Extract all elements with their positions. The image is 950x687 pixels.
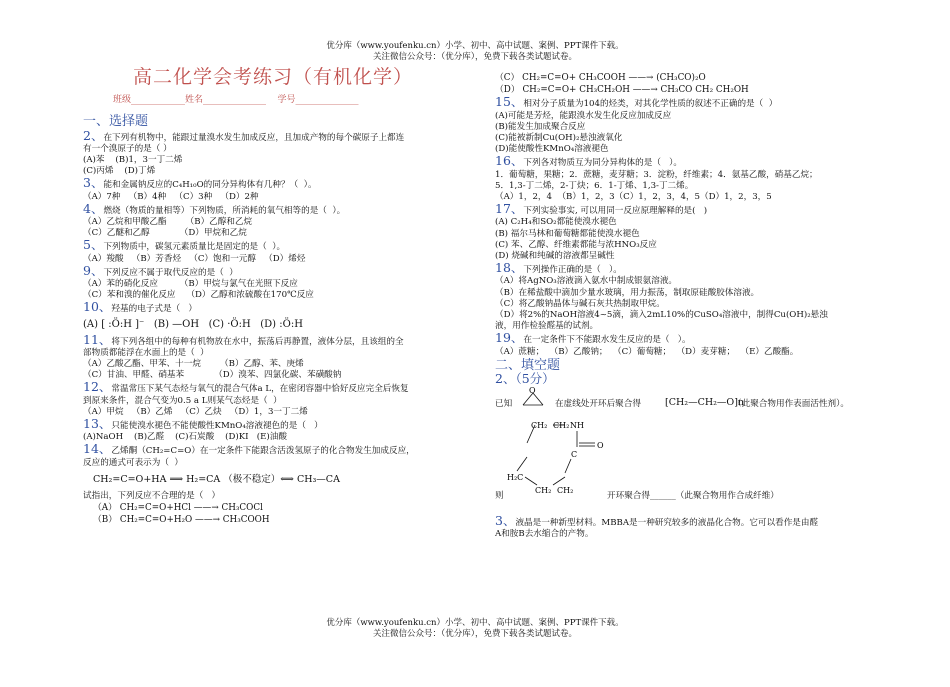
question-text: 能和金属钠反应的C₄H₁₀O的同分异构体有几种？（ ）。 bbox=[103, 180, 317, 191]
option-c-reaction: （C） CH₂=C=O+ CH₃COOH ——→ (CH₃CO)₂O bbox=[495, 73, 706, 83]
option-b: （B）在稀盐酸中滴加少量水玻璃，用力振荡，制取原硅酸胶体溶液。 bbox=[495, 287, 760, 298]
question-number: 15、 bbox=[495, 94, 524, 110]
question-number: 19、 bbox=[495, 330, 524, 346]
option-d: (D) 烧碱和纯碱的溶液都呈碱性 bbox=[495, 251, 615, 262]
question-text-cont: 反应的通式可表示为（ ） bbox=[83, 457, 183, 468]
question-number: 5、 bbox=[83, 237, 104, 253]
fiber-polymer-text: 开环聚合得______（此聚合物用作合成纤维） bbox=[607, 491, 779, 502]
question-text: 羟基的电子式是（ ） bbox=[111, 304, 197, 315]
question-number: 16、 bbox=[495, 153, 524, 169]
question-text-cont: 部物质都能浮在水面上的是（ ） bbox=[83, 347, 209, 358]
question-text: 下列反应不属于取代反应的是（ ） bbox=[103, 267, 238, 278]
options-line: （C）甘油、甲醛、硝基苯 （D）溴苯、四氯化碳、苯磺酸钠 bbox=[83, 370, 342, 381]
options-line: （C）苯和溴的催化反应 （D）乙醇和浓硫酸在170℃反应 bbox=[83, 290, 314, 301]
options-line: (A)苯 (B)1，3一丁二烯 bbox=[83, 155, 183, 166]
question-14 bbox=[83, 443, 463, 526]
options-line: （A）苯的硝化反应 （B）甲烷与氯气在光照下反应 bbox=[83, 279, 298, 290]
student-info-line: 班级____________姓名______________ 学号______________ bbox=[113, 95, 359, 106]
header-line-2: 关注微信公众号：（优分库），免费下载各类试题试卷。 bbox=[372, 52, 577, 62]
question-text: 将下列各组中的每种有机物放在水中，振荡后再静置，液体分层，且该组的全 bbox=[111, 336, 404, 347]
options-line: （A）甲烷 （B）乙烯 （C）乙炔 （D）1，3一丁二烯 bbox=[83, 406, 308, 417]
option-b-reaction: （B） CH₂=C=O+H₂O ——→ CH₃COOH bbox=[93, 515, 270, 526]
question-4 bbox=[83, 200, 463, 240]
options-line: （A）7种 （B）4种 （C）3种 （D）2种 bbox=[83, 191, 259, 202]
options-line: （A）乙烷和甲酸乙酯 （B）乙醇和乙烷 bbox=[83, 217, 253, 228]
question-17 bbox=[495, 203, 875, 262]
question-text: 下列物质中，碳氢元素质量比是固定的是（ ）。 bbox=[103, 242, 286, 253]
question-text-cont: 试指出，下列反应不合理的是（ ） bbox=[83, 490, 221, 501]
option-d: (D)能使酸性KMnO₄溶液褪色 bbox=[495, 144, 609, 155]
question-18 bbox=[495, 262, 875, 332]
atom-nh: NH bbox=[570, 421, 584, 431]
footer-line-2: 关注微信公众号：（优分库），免费下载各类试题试卷。 bbox=[372, 629, 577, 639]
left-column bbox=[83, 66, 463, 527]
question-number: 4、 bbox=[83, 200, 104, 216]
option-a-reaction: （A） CH₂=C=O+HCl ——→ CH₃COCl bbox=[93, 503, 263, 514]
atom-h2c: H₂C bbox=[507, 473, 524, 483]
atom-ch2: CH₂ bbox=[535, 486, 552, 496]
then-label: 则 bbox=[495, 491, 504, 502]
question-text: 下列操作正确的是（ ）。 bbox=[523, 265, 622, 276]
atom-ch2: CH₂ bbox=[553, 421, 570, 431]
question-number: 14、 bbox=[83, 441, 112, 457]
question-text: 液晶是一种新型材料。MBBA是一种研究较多的液晶化合物。它可以看作是由醛 bbox=[515, 518, 819, 529]
question-number: 10、 bbox=[83, 299, 112, 315]
footer-line-1: 优分库（www.youfenku.cn）小学、初中、高中试题、案例、PPT课件下载。 bbox=[326, 618, 624, 628]
fill-question-2 bbox=[495, 373, 875, 507]
question-12 bbox=[83, 381, 463, 418]
question-points: （5分） bbox=[515, 371, 555, 387]
question-text-cont: 到原来条件，混合气变为0.5 a L则某气态烃是（ ） bbox=[83, 395, 282, 406]
page-header bbox=[0, 41, 950, 63]
bond bbox=[565, 459, 571, 473]
options-line: （C）乙醚和乙醇 （D）甲烷和乙烷 bbox=[83, 228, 247, 239]
option-b: (B)能发生加成聚合反应 bbox=[495, 121, 586, 132]
options-line: （A）羧酸 （B）芳香烃 （C）饱和一元醇 （D）烯烃 bbox=[83, 253, 306, 264]
option-c: (C) 苯、乙醇、纤维素都能与浓HNO₃反应 bbox=[495, 239, 657, 250]
question-number: 2、 bbox=[495, 371, 516, 387]
option-d: （D）将2%的NaOH溶液4~5滴，滴入2mL10%的CuSO₄溶液中，制得Cu(OH)₂悬浊 bbox=[495, 310, 828, 321]
atom-ch2: CH₂ bbox=[557, 486, 574, 496]
option-d-reaction: （D） CH₂=C=O+ CH₃CH₂OH ——→ CH₃CO CH₂ CH₂OH bbox=[495, 85, 749, 96]
bond bbox=[553, 477, 565, 485]
option-a: (A) C₂H₄和SO₂都能使溴水褪色 bbox=[495, 217, 617, 228]
section-choice-heading: 一、选择题 bbox=[83, 114, 149, 130]
bond bbox=[525, 477, 537, 485]
question-number: 3、 bbox=[495, 513, 516, 529]
options-line: （A）1，2，4 （B）1，2，3（C）1，2，3，4，5（D）1，2，3，5 bbox=[495, 192, 772, 203]
fill-question-3 bbox=[495, 515, 875, 540]
options-line: (A)NaOH (B)乙醛 (C)石炭酸 (D)KI (E)油酸 bbox=[83, 432, 287, 443]
general-equation: CH₂=C=O+HA ⟹ H₂=CA （极不稳定）⟺ CH₃—CA bbox=[93, 473, 340, 485]
options-line: （A）乙酸乙酯、甲苯、十一烷 （B）乙醇、苯、庚烯 bbox=[83, 359, 304, 370]
question-items-line: 1．葡萄糖，果糖；2．蔗糖，麦芽糖；3．淀粉，纤维素；4．氨基乙酸，硝基乙烷； bbox=[495, 169, 818, 180]
question-16 bbox=[495, 155, 875, 203]
option-d-cont: 液，用作检验醛基的试剂。 bbox=[495, 321, 599, 332]
question-text: 下列各对物质互为同分异构体的是（ ）。 bbox=[523, 158, 682, 169]
bond bbox=[517, 457, 527, 471]
question-number: 12、 bbox=[83, 379, 112, 395]
option-b: (B) 福尔马林和葡萄糖都能使溴水褪色 bbox=[495, 228, 640, 239]
question-text-cont: 有一个溴原子的是（ ） bbox=[83, 143, 172, 154]
options-line: （A）蔗糖； （B）乙酸钠； （C）葡萄糖； （D）麦芽糖； （E）乙酸酯。 bbox=[495, 346, 799, 357]
question-2 bbox=[83, 127, 463, 178]
page-title: 高二化学会考练习（有机化学） bbox=[132, 66, 413, 88]
question-number: 11、 bbox=[83, 331, 112, 347]
question-14-continued bbox=[495, 73, 875, 96]
options-line: (C)丙烯 (D)丁烯 bbox=[83, 166, 156, 177]
ring-open-text: 在虚线处开环后聚合得 bbox=[555, 399, 641, 410]
question-text: 在下列有机物中，能跟过量溴水发生加成反应，且加成产物的每个碳原子上都连 bbox=[103, 132, 405, 143]
question-number: 13、 bbox=[83, 416, 112, 432]
page-footer bbox=[0, 618, 950, 640]
question-number: 3、 bbox=[83, 175, 104, 191]
question-13 bbox=[83, 418, 463, 443]
question-10 bbox=[83, 301, 463, 331]
header-line-1: 优分库（www.youfenku.cn）小学、初中、高中试题、案例、PPT课件下载。 bbox=[326, 41, 624, 51]
question-19 bbox=[495, 332, 875, 357]
question-5 bbox=[83, 239, 463, 264]
question-items-line: 5．1,3-丁二烯，2-丁炔；6．1-丁烯、1,3-丁二烯。 bbox=[495, 180, 694, 191]
question-number: 9、 bbox=[83, 262, 104, 278]
option-c: (C)能被新制Cu(OH)₂悬浊液氧化 bbox=[495, 133, 623, 144]
option-c: （C）将乙酸钠晶体与碱石灰共热制取甲烷。 bbox=[495, 298, 665, 309]
structure-diagrams bbox=[495, 387, 875, 507]
question-text: 乙烯酮（CH₂=C=O）在一定条件下能跟含活泼氢原子的化合物发生加成反应， bbox=[111, 446, 415, 457]
given-label: 已知 bbox=[495, 399, 513, 410]
option-a: (A)可能是芳烃，能跟溴水发生化反应加成反应 bbox=[495, 110, 672, 121]
question-9 bbox=[83, 262, 463, 302]
question-number: 18、 bbox=[495, 260, 524, 276]
question-number: 2、 bbox=[83, 127, 104, 143]
question-text: 常温常压下某气态烃与氧气的混合气体a L，在密闭容器中恰好反应完全后恢复 bbox=[111, 384, 409, 395]
question-11 bbox=[83, 331, 463, 382]
question-text: 在一定条件下不能跟水发生反应的是（ ）。 bbox=[523, 335, 691, 346]
question-text: 下列实验事实, 可以用同一反应原理解释的是( ) bbox=[523, 206, 708, 217]
question-text: 相对分子质量为104的烃类，对其化学性质的叙述不正确的是（ ） bbox=[523, 99, 778, 110]
surfactant-note: （此聚合物用作表面活性剂）。 bbox=[733, 399, 850, 410]
question-number: 17、 bbox=[495, 201, 524, 217]
question-text: 燃烧（物质的量相等）下列物质，所消耗的氧气相等的是（ ）。 bbox=[103, 205, 346, 216]
atom-o: O bbox=[529, 387, 536, 396]
option-a: （A）将AgNO₃溶液滴入氨水中制成银氨溶液。 bbox=[495, 276, 678, 287]
question-3 bbox=[83, 177, 463, 202]
atom-o: O bbox=[597, 441, 604, 451]
atom-ch2: CH₂ bbox=[531, 421, 548, 431]
section-fill-heading: 二、填空题 bbox=[495, 357, 561, 373]
question-text: 只能使溴水褪色不能使酸性KMnO₄溶液褪色的是（ ） bbox=[111, 421, 323, 432]
atom-c: C bbox=[571, 450, 578, 460]
right-column bbox=[495, 72, 875, 541]
polymer-formula: [CH₂—CH₂—O]n bbox=[665, 397, 745, 409]
electron-formula-options: (A) [ :Ö:H ]⁻ (B) —OH (C) ·Ö:H (D) :Ö:H bbox=[83, 318, 303, 330]
question-15 bbox=[495, 96, 875, 155]
question-text-cont: A和胺B去水缩合的产物。 bbox=[495, 529, 594, 540]
